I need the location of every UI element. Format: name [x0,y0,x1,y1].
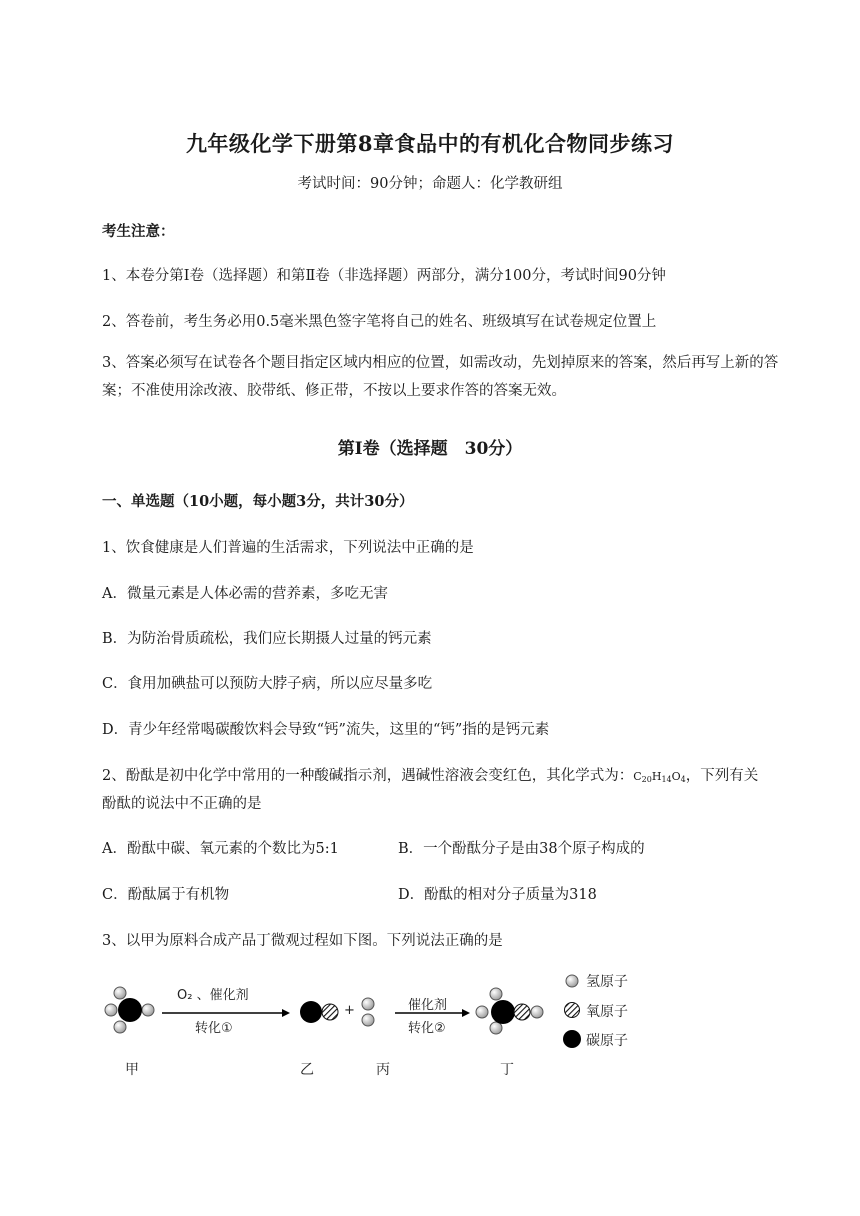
formula-c-sub: 20 [641,775,652,784]
page-title: 九年级化学下册第8章食品中的有机化合物同步练习 [185,131,675,156]
section-title: 第Ⅰ卷（选择题 30分） [337,439,523,459]
label-bing: 丙 [376,1062,390,1078]
exam-info: 考试时间：90分钟；命题人：化学教研组 [297,176,563,192]
question-2-option-d: D．酚酞的相对分子质量为318 [398,887,597,903]
label-jia: 甲 [125,1062,139,1078]
question-1-option-d: D．青少年经常喝碳酸饮料会导致“钙”流失，这里的“钙”指的是钙元素 [102,722,550,738]
arrow-conversion-1 [162,1009,290,1017]
formula-h: H [651,770,662,783]
formula-h-sub: 14 [661,775,672,784]
label-ding: 丁 [500,1062,514,1078]
question-2-option-a: A．酚酞中碳、氧元素的个数比为5:1 [102,841,339,857]
molecule-bing [362,998,374,1026]
question-2-stem [102,764,758,785]
legend-symbols [563,975,581,1048]
question-1-stem: 1、饮食健康是人们普遍的生活需求，下列说法中正确的是 [102,540,474,556]
question-3-stem: 3、以甲为原料合成产品丁微观过程如下图。下列说法正确的是 [102,933,503,949]
question-1-option-c: C．食用加碘盐可以预防大脖子病，所以应尽量多吃 [102,676,433,692]
question-2-option-c: C．酚酞属于有机物 [102,887,230,903]
question-2-stem-post: ，下列有关 [685,768,759,784]
legend-oxygen: 氧原子 [586,1004,628,1020]
molecule-jia [105,987,154,1033]
plus-sign: + [344,1003,355,1018]
question-1-option-b: B．为防治骨质疏松，我们应长期摄人过量的钙元素 [102,631,432,647]
arrow1-bottom-label: 转化① [195,1021,233,1036]
label-yi: 乙 [300,1062,314,1078]
notice-item-3: 3、答案必须写在试卷各个题目指定区域内相应的位置，如需改动，先划掉原来的答案，然后再写上新的答案；不准使用涂改液、胶带纸、修正带，不按以上要求作答的答案无效。 [102,355,779,399]
arrow2-top-label: 催化剂 [408,998,448,1013]
notice-heading: 考生注意： [102,223,175,240]
arrow1-top-label: O₂ 、催化剂 [177,988,249,1003]
arrow2-bottom-label: 转化② [408,1021,446,1036]
formula-o: O [671,770,681,783]
notice-item-1: 1、本卷分第Ⅰ卷（选择题）和第Ⅱ卷（非选择题）两部分，满分100分，考试时间90分钟 [102,268,666,284]
legend-carbon: 碳原子 [586,1033,628,1049]
question-2-stem-text: 2、酚酞是初中化学中常用的一种酸碱指示剂，遇碱性溶液会变红色，其化学式为： [102,768,634,784]
question-2-option-b: B．一个酚酞分子是由38个原子构成的 [398,841,645,857]
legend-hydrogen: 氢原子 [586,974,628,990]
question-2-stem-line2: 酚酞的说法中不正确的是 [102,796,262,812]
formula-o-sub: 4 [680,775,686,784]
reaction-diagram [100,968,660,1083]
molecule-yi [300,1001,338,1023]
question-1-option-a: A．微量元素是人体必需的营养素，多吃无害 [102,586,388,602]
notice-item-2: 2、答卷前，考生务必用0.5毫米黑色签字笔将自己的姓名、班级填写在试卷规定位置上 [102,314,657,330]
formula-c: C [633,770,642,783]
molecule-ding [476,988,543,1034]
part-heading: 一、单选题（10小题，每小题3分，共计30分） [102,493,414,510]
formula [633,770,686,783]
